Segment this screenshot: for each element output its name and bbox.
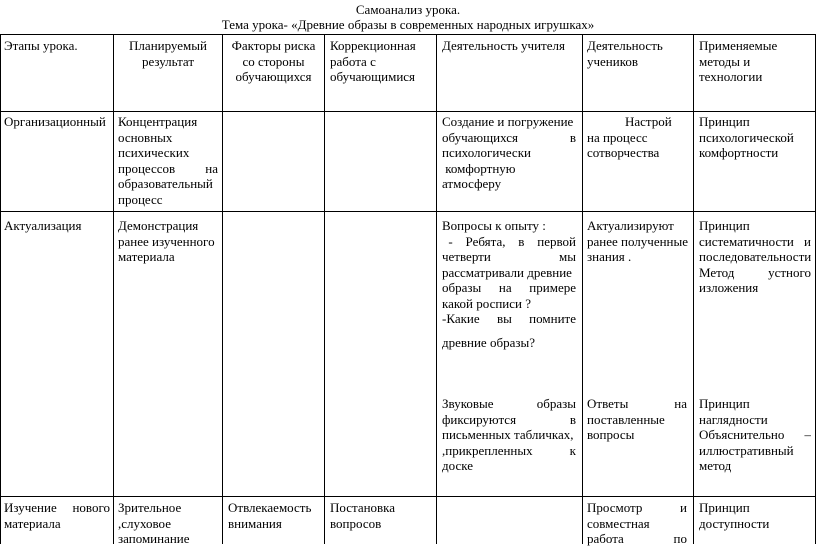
header-stage: Этапы урока.: [4, 38, 78, 53]
row2-stage: Актуализация: [4, 218, 82, 233]
header-risk-factors: Факторы риска со стороны обучающихся: [231, 38, 316, 84]
table-col-divider: [324, 34, 325, 544]
row1-planned: Концентрация основных психических процессов на образовательный процесс: [118, 114, 218, 207]
table-row-divider: [0, 211, 816, 212]
table-border-top: [0, 34, 816, 35]
row3-correction: Постановка вопросов: [330, 500, 396, 531]
lesson-topic: Тема урока- «Древние образы в современных народных игрушках»: [221, 17, 595, 32]
header-methods: Применяемые методы и технологии: [699, 38, 778, 84]
row3-planned: Зрительное ,слуховое запоминание: [118, 500, 190, 546]
table-col-divider: [693, 34, 694, 544]
table-col-divider: [222, 34, 223, 544]
row1-methods: Принцип психологической комфортности: [699, 114, 794, 160]
table-col-divider: [582, 34, 583, 544]
row2-planned: Демонстрация ранее изученного материала: [118, 218, 215, 264]
row1-stage: Организационный: [4, 114, 106, 129]
header-teacher-activity: Деятельность учителя: [442, 38, 565, 53]
table-row-divider: [0, 496, 816, 497]
row2-teacher: Вопросы к опыту : - Ребята, в первой четверти мы рассматривали древние образы на примере какой росписи ? -Какие вы помните древние образы?: [442, 218, 576, 350]
header-correction-work: Коррекционная работа с обучающимися: [330, 38, 416, 84]
header-student-activity: Деятельность учеников: [587, 38, 663, 69]
header-planned-result: Планируемый результат: [129, 38, 207, 69]
row3-methods: Принцип доступности: [699, 500, 770, 531]
row1-students: Настрой на процесс сотворчества: [587, 114, 672, 160]
row2-students: Актуализируют ранее полученные знания .: [587, 218, 689, 264]
row3-risk: Отвлекаемость внимания: [228, 500, 312, 531]
row2b-teacher: Звуковые образы фиксируются в письменных табличках, ,прикрепленных к доске: [442, 396, 576, 473]
table-col-divider: [113, 34, 114, 544]
document-title: Самоанализ урока.: [355, 2, 461, 17]
row2b-methods: Принцип наглядности Объяснительно – иллюстративный метод: [699, 396, 811, 473]
row1-teacher: Создание и погружение обучающихся в психологически комфортную атмосферу: [442, 114, 576, 191]
table-col-divider: [436, 34, 437, 544]
row3-stage: Изучение нового материала: [4, 500, 110, 531]
table-col-divider: [0, 34, 1, 544]
row3-students: Просмотр и совместная работа по: [587, 500, 687, 546]
row2b-students: Ответы на поставленные вопросы: [587, 396, 687, 442]
row2-methods: Принцип систематичности и последовательности Метод устного изложения: [699, 218, 811, 295]
table-row-divider: [0, 111, 816, 112]
